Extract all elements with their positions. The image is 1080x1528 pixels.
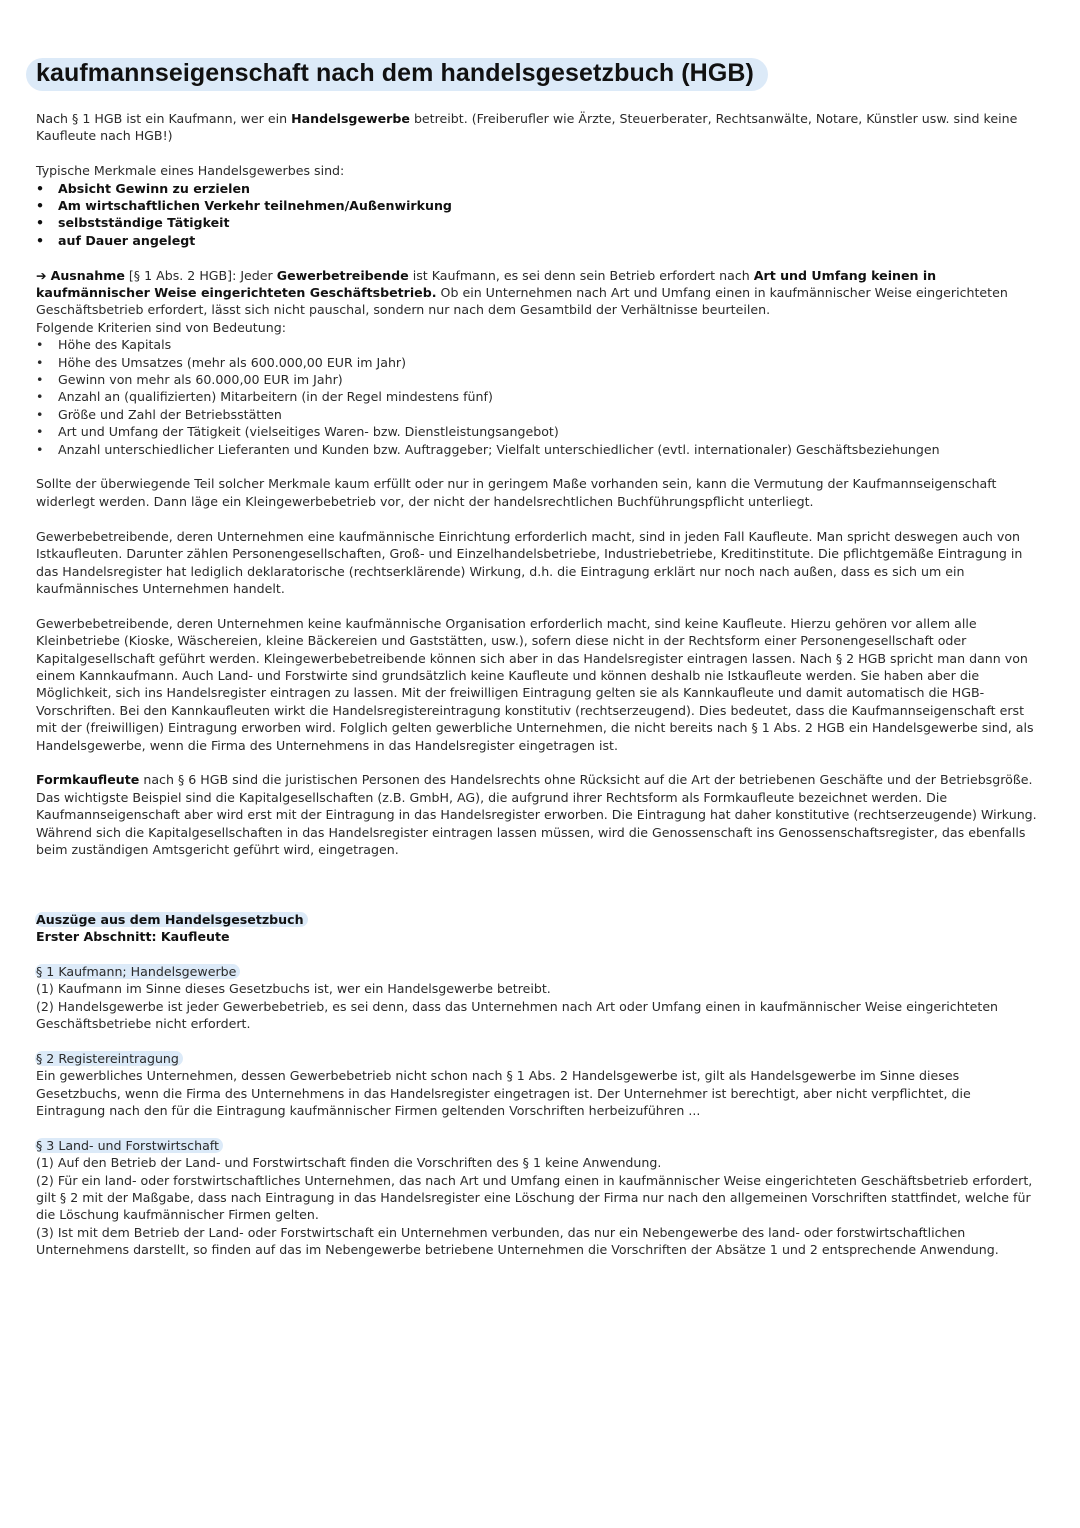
section-3-heading-text: § 3 Land- und Forstwirtschaft [35, 1138, 223, 1153]
formkaufleute-text: nach § 6 HGB sind die juristischen Personen des Handelsrechts ohne Rücksicht auf die Art der betriebenen Geschäfte und der Betriebsgröße. Das wichtigste Beispiel sind die Kapitalgesellschaften (z.B. GmbH, AG), die aufgrund ihrer Rechtsform als Formkaufleute bezeichnet werden. Die Kaufmannseigenschaft aber wird erst mit der Eintragung in das Handelsregister erworben. Die Eintragung hat daher konstitutive (rechtserzeugende) Wirkung. Während sich die Kapitalgesellschaften in das Handelsregister eintragen lassen müssen, wird die Genossenschaft ins Genossenschaftsregister, das ebenfalls beim zuständigen Amtsgericht geführt wird, eingetragen. [36, 772, 1037, 857]
arrow-icon: ➔ [36, 267, 47, 283]
section-2-text: Ein gewerbliches Unternehmen, dessen Gewerbebetrieb nicht schon nach § 1 Abs. 2 Handelsgewerbe ist, gilt als Handelsgewerbe im Sinne dieses Gesetzbuchs, wenn die Firma des Unternehmens in das Handelsregister eingetragen ist. Der Unternehmer ist berechtigt, aber nicht verpflichtet, die Eintragung nach den für die Eintragung kaufmännischer Firmen geltenden Vorschriften herbeizuführen ... [36, 1068, 971, 1118]
auszuege-heading [36, 911, 1040, 928]
list-item: • Höhe des Umsatzes (mehr als 600.000,00 EUR im Jahr) [36, 354, 1040, 371]
document-body [36, 110, 1040, 1259]
section-1-heading [36, 963, 1040, 980]
kannkaufleute-paragraph: Gewerbebetreibende, deren Unternehmen keine kaufmännische Organisation erforderlich macht, sind keine Kaufleute. Hierzu gehören vor allem alle Kleinbetriebe (Kioske, Wäschereien, kleine Bäckereien und Gaststätten, usw.), sofern diese nicht in der Rechtsform einer Personengesellschaft oder Kapitalgesellschaft geführt werden. Kleingewerbebetreibende können sich aber in das Handelsregister eintragen lassen. Nach § 2 HGB spricht man dann von einem Kannkaufmann. Auch Land- und Forstwirte sind grundsätzlich keine Kaufleute und können deshalb nie Istkaufleute werden. Sie haben aber die Möglichkeit, sich ins Handelsregister eintragen zu lassen. Mit der freiwilligen Eintragung gelten sie als Kannkaufleute und damit automatisch die HGB-Vorschriften. Bei den Kannkaufleuten wirkt die Handelsregistereintragung konstitutiv (rechtserzeugend). Dies bedeutet, dass die Kaufmannseigenschaft erst mit der (freiwilligen) Eintragung erworben wird. Folglich gelten gewerbliche Unternehmen, die nicht bereits nach § 1 Abs. 2 HGB ein Handelsgewerbe sind, als Handelsgewerbe, wenn die Firma des Unternehmens in das Handelsregister eingetragen ist. [36, 615, 1034, 753]
intro-text-start: Nach § 1 HGB ist ein Kaufmann, wer ein [36, 111, 292, 126]
section-3-line: (1) Auf den Betrieb der Land- und Forstwirtschaft finden die Vorschriften des § 1 keine Anwendung. [36, 1155, 662, 1171]
list-item: • Höhe des Kapitals [36, 336, 1040, 353]
section-1-line: (2) Handelsgewerbe ist jeder Gewerbebetrieb, es sei denn, dass das Unternehmen nach Art oder Umfang einen in kaufmännischer Weise eingerichteten Geschäftsbetriebe nicht erfordert. [36, 998, 999, 1031]
intro-text-end: betreibt. (Freiberufler wie Ärzte, Steuerberater, Rechtsanwälte, Notare, Künstler usw. sind keine Kaufleute nach HGB!) [36, 111, 1018, 144]
section-3-line: (2) Für ein land- oder forstwirtschaftliches Unternehmen, das nach Art und Umfang einen in kaufmännischer Weise eingerichteten Geschäftsbetrieb erfordert, gilt § 2 mit der Maßgabe, dass nach Eintragung in das Handelsregister eine Löschung der Firma nur nach den allgemeinen Vorschriften stattfindet, welche für die Löschung kaufmännischer Firmen gelten. [36, 1172, 1033, 1223]
section-3-heading [36, 1137, 1040, 1154]
list-item: • selbstständige Tätigkeit [36, 214, 1040, 231]
list-item: • Anzahl an (qualifizierten) Mitarbeitern (in der Regel mindestens fünf) [36, 388, 1040, 405]
merkmale-heading: Typische Merkmale eines Handelsgewerbes sind: [36, 163, 345, 179]
section-3-line: (3) Ist mit dem Betrieb der Land- oder Forstwirtschaft ein Unternehmen verbunden, das nur ein Nebengewerbe des land- oder forstwirtschaftlichen Unternehmens darstellt, so finden auf das im Nebengewerbe betriebene Unternehmen die Vorschriften der Absätze 1 und 2 entsprechende Anwendung. [36, 1224, 999, 1258]
section-2-heading-text: § 2 Registereintragung [35, 1051, 183, 1066]
auszuege-subheading: Erster Abschnitt: Kaufleute [36, 928, 230, 944]
section-1-heading-text: § 1 Kaufmann; Handelsgewerbe [35, 964, 240, 979]
ausnahme-bold-1: Gewerbetreibende [276, 267, 409, 283]
section-2-heading [36, 1050, 1040, 1067]
istkaufleute-paragraph: Gewerbebetreibende, deren Unternehmen eine kaufmännische Einrichtung erforderlich macht, sind in jeden Fall Kaufleute. Man spricht deswegen auch von Istkaufleuten. Darunter zählen Personengesellschaften, Groß- und Einzelhandelsbetriebe, Industriebetriebe, Kreditinstitute. Die pflichtgemäße Eintragung in das Handelsregister hat lediglich deklaratorische (rechtserklärende) Wirkung, d.h. die Eintragung erklärt nur noch nach außen, dass es sich um ein kaufmännisches Unternehmen handelt. [36, 528, 1023, 596]
formkaufleute-term: Formkaufleute [36, 772, 140, 788]
page-title: kaufmannseigenschaft nach dem handelsgesetzbuch (HGB) [26, 58, 768, 91]
auszuege-heading-text: Auszüge aus dem Handelsgesetzbuch [35, 912, 308, 927]
widerlegt-paragraph: Sollte der überwiegende Teil solcher Merkmale kaum erfüllt oder nur in geringem Maße vorhanden sein, kann die Vermutung der Kaufmannseigenschaft widerlegt werden. Dann läge ein Kleingewerbebetrieb vor, der nicht der handelsrechtlichen Buchführungspflicht unterliegt. [36, 476, 997, 509]
list-item: • Größe und Zahl der Betriebsstätten [36, 406, 1040, 423]
ausnahme-label: Ausnahme [50, 267, 125, 283]
list-item: • auf Dauer angelegt [36, 232, 1040, 249]
section-1-line: (1) Kaufmann im Sinne dieses Gesetzbuchs ist, wer ein Handelsgewerbe betreibt. [36, 981, 551, 997]
kriterien-list [36, 336, 1040, 458]
list-item: • Anzahl unterschiedlicher Lieferanten und Kunden bzw. Auftraggeber; Vielfalt unterschiedlicher (evtl. internationaler) Geschäftsbeziehungen [36, 441, 1040, 458]
ausnahme-paragraph [36, 267, 1040, 319]
list-item: • Art und Umfang der Tätigkeit (vielseitiges Waren- bzw. Dienstleistungsangebot) [36, 423, 1040, 440]
list-item: • Gewinn von mehr als 60.000,00 EUR im Jahr) [36, 371, 1040, 388]
formkaufleute-paragraph [36, 771, 1040, 858]
ausnahme-text-3: Ob ein Unternehmen nach Art und Umfang einen in kaufmännischer Weise eingerichteten Geschäftsbetrieb erfordert, lässt sich nicht pauschal, sondern nur nach dem Gesamtbild der Verhältnisse beurteilen. [36, 285, 1008, 318]
ausnahme-bold-2: Art und Umfang keinen in kaufmännischer Weise eingerichteten Geschäftsbetrieb. [36, 267, 937, 301]
kriterien-heading: Folgende Kriterien sind von Bedeutung: [36, 319, 286, 335]
ausnahme-text-2: ist Kaufmann, es sei denn sein Betrieb erfordert nach [408, 267, 754, 283]
intro-bold-term: Handelsgewerbe [291, 111, 410, 126]
intro-paragraph [36, 110, 1040, 145]
ausnahme-text-1: [§ 1 Abs. 2 HGB]: Jeder [124, 267, 277, 283]
list-item: • Absicht Gewinn zu erzielen [36, 180, 1040, 197]
merkmale-list [36, 180, 1040, 250]
list-item: • Am wirtschaftlichen Verkehr teilnehmen/Außenwirkung [36, 197, 1040, 214]
